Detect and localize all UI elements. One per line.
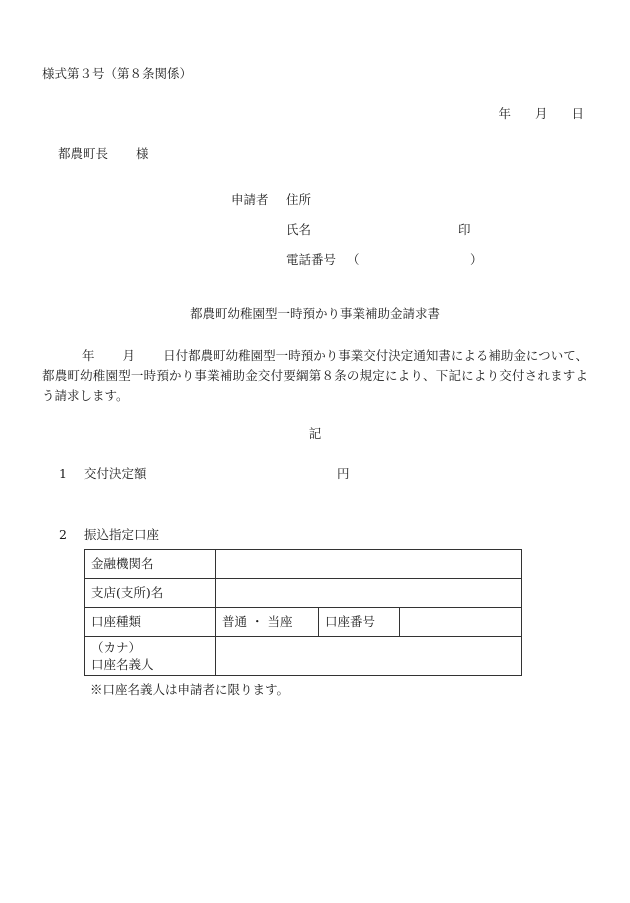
phone-open-paren: （: [347, 252, 360, 267]
table-row: [85, 579, 522, 608]
applicant-phone-label: 電話番号: [286, 252, 337, 267]
phone-close-paren: ）: [470, 252, 483, 267]
account-type-options[interactable]: 普通 ・ 当座: [216, 608, 319, 637]
date-month: 月: [534, 106, 548, 121]
bank-account-table: [84, 549, 522, 676]
addressee-name: 都農町長: [58, 146, 109, 161]
institution-field[interactable]: [216, 550, 522, 579]
date-year: 年: [498, 106, 511, 121]
item2-label: 振込指定口座: [84, 527, 160, 542]
account-number-label: 口座番号: [319, 608, 400, 637]
item1-unit: 円: [337, 466, 350, 481]
addressee-honorific: 様: [136, 146, 149, 161]
institution-label: 金融機関名: [85, 550, 216, 579]
request-body: [42, 346, 588, 406]
item2-number: 2: [59, 527, 67, 542]
table-row: [85, 637, 522, 676]
body-year: 年: [82, 348, 95, 363]
table-row: [85, 608, 522, 637]
item1-number: 1: [59, 466, 67, 481]
form-number: 様式第３号（第８条関係）: [42, 66, 193, 81]
date-day: 日: [571, 106, 584, 121]
applicant-address-label: 住所: [286, 192, 312, 207]
body-text: 日付都農町幼稚園型一時預かり事業交付決定通知書による補助金について、都農町幼稚園型一時預かり事業補助金交付要綱第８条の規定により、下記により交付されますよう請求します。: [42, 348, 588, 403]
seal-label: 印: [458, 222, 471, 237]
holder-label: 口座名義人: [91, 657, 154, 672]
item1-label: 交付決定額: [84, 466, 147, 481]
document-title: 都農町幼稚園型一時預かり事業補助金請求書: [189, 306, 440, 321]
addressee: [58, 146, 149, 162]
applicant-name-label: 氏名: [286, 222, 312, 237]
holder-note: ※口座名義人は申請者に限ります。: [90, 682, 290, 697]
account-holder-label-cell: [85, 637, 216, 676]
applicant-label: 申請者: [231, 192, 269, 207]
branch-label: 支店(支所)名: [85, 579, 216, 608]
account-type-label: 口座種類: [85, 608, 216, 637]
account-holder-field[interactable]: [216, 637, 522, 676]
body-month: 月: [122, 348, 136, 363]
branch-field[interactable]: [216, 579, 522, 608]
table-row: [85, 550, 522, 579]
date-line: [498, 106, 584, 122]
holder-kana-label: （カナ）: [91, 640, 142, 655]
ki-heading: 記: [308, 426, 322, 441]
account-number-field[interactable]: [400, 608, 522, 637]
